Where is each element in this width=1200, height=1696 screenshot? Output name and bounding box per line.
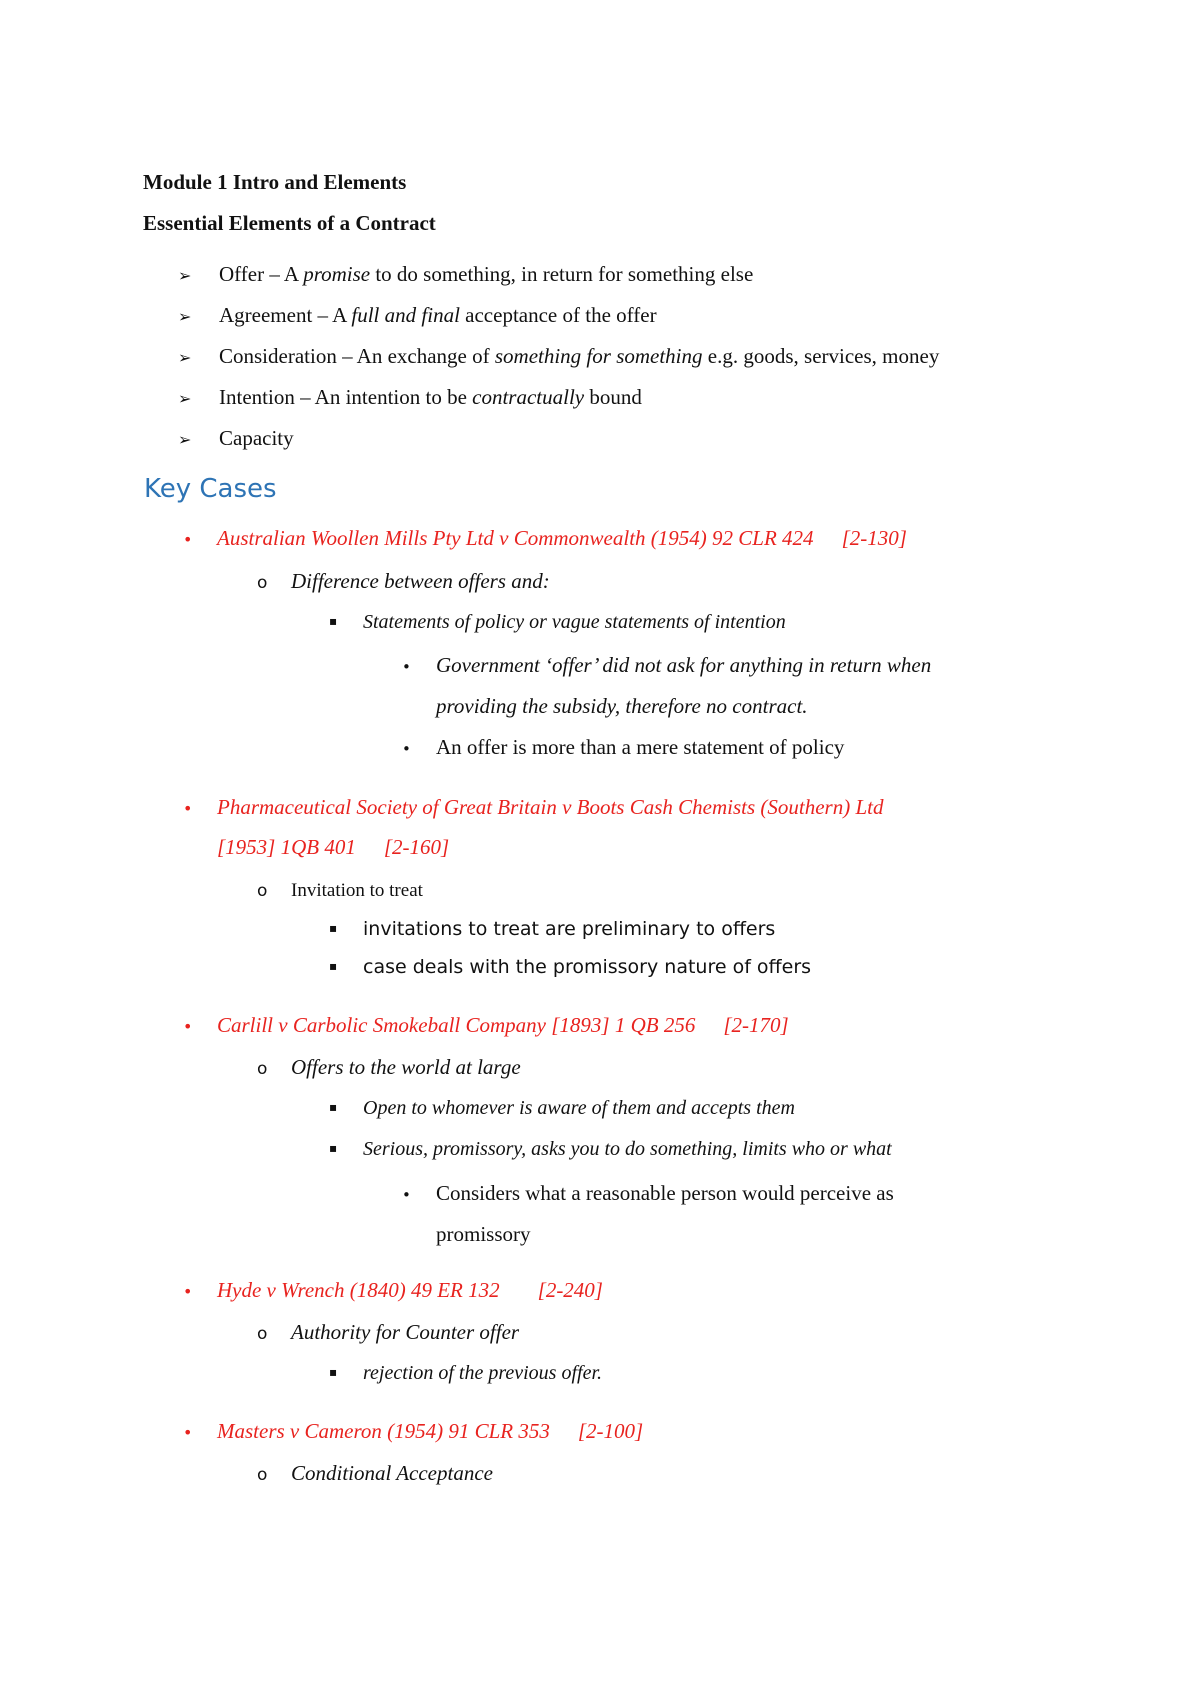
element-consideration-label: Consideration – An exchange of xyxy=(219,344,495,368)
case-title-line1: Pharmaceutical Society of Great Britain v Boots Cash Chemists (Southern) Ltd xyxy=(217,795,884,819)
case-point xyxy=(257,1320,519,1345)
case-subpoint xyxy=(329,1097,795,1120)
case-ref: [2-100] xyxy=(577,1419,644,1443)
case-subpoint xyxy=(329,956,811,978)
case-subpoint-text: Serious, promissory, asks you to do something, limits who or what xyxy=(363,1138,892,1160)
case-subpoint-text: invitations to treat are preliminary to offers xyxy=(363,918,776,940)
element-consideration xyxy=(178,344,939,369)
case-australian-woollen-mills xyxy=(183,526,907,551)
circle-bullet-icon: o xyxy=(257,1059,268,1079)
element-intention xyxy=(178,385,642,410)
case-point xyxy=(257,880,423,902)
circle-bullet-icon: o xyxy=(257,573,268,593)
arrow-bullet-icon: ➢ xyxy=(178,348,192,367)
element-intention-label: Intention – An intention to be xyxy=(219,385,473,409)
case-detail xyxy=(402,1181,894,1206)
case-detail-line2: providing the subsidy, therefore no contract. xyxy=(436,694,808,718)
arrow-bullet-icon: ➢ xyxy=(178,389,192,408)
case-point xyxy=(257,1055,521,1080)
case-title: Australian Woollen Mills Pty Ltd v Commonwealth (1954) 92 CLR 424 xyxy=(217,526,814,550)
square-bullet-icon: ▪ xyxy=(329,959,338,973)
case-point-text: Offers to the world at large xyxy=(291,1055,521,1079)
red-bullet-icon: • xyxy=(183,1282,193,1301)
element-consideration-emph: something for something xyxy=(494,344,703,368)
case-subpoint xyxy=(329,1138,892,1161)
red-bullet-icon: • xyxy=(183,799,193,818)
element-consideration-rest: e.g. goods, services, money xyxy=(702,344,940,368)
case-subpoint-text: Statements of policy or vague statements of intention xyxy=(363,611,786,633)
case-subpoint-text: rejection of the previous offer. xyxy=(363,1362,603,1384)
case-detail-2 xyxy=(402,735,844,760)
case-boots xyxy=(183,795,883,820)
element-agreement-rest: acceptance of the offer xyxy=(459,303,657,327)
case-ref: [2-160] xyxy=(383,835,450,859)
case-subpoint xyxy=(329,918,775,940)
element-agreement-label: Agreement – A xyxy=(219,303,352,327)
square-bullet-icon: ▪ xyxy=(329,921,338,935)
element-offer-emph: promise xyxy=(303,262,371,286)
red-bullet-icon: • xyxy=(183,1423,193,1442)
element-agreement xyxy=(178,303,657,328)
element-agreement-emph: full and final xyxy=(351,303,460,327)
red-bullet-icon: • xyxy=(183,530,193,549)
element-offer-rest: to do something, in return for something else xyxy=(370,262,754,286)
key-cases-heading: Key Cases xyxy=(144,474,277,504)
case-hyde-v-wrench xyxy=(183,1278,603,1303)
small-bullet-icon: • xyxy=(402,740,411,758)
case-ref: [2-130] xyxy=(841,526,907,550)
element-capacity-label: Capacity xyxy=(219,426,294,450)
case-title: Masters v Cameron (1954) 91 CLR 353 xyxy=(217,1419,550,1443)
case-boots-line2 xyxy=(217,835,449,860)
red-bullet-icon: • xyxy=(183,1017,193,1036)
circle-bullet-icon: o xyxy=(257,881,268,901)
case-subpoint-text: case deals with the promissory nature of offers xyxy=(363,956,812,978)
case-title: Carlill v Carbolic Smokeball Company [1893] 1 QB 256 xyxy=(217,1013,696,1037)
module-title: Module 1 Intro and Elements xyxy=(143,170,407,194)
square-bullet-icon: ▪ xyxy=(329,614,338,628)
case-point-text: Invitation to treat xyxy=(291,880,423,901)
case-ref: [2-170] xyxy=(723,1013,789,1037)
square-bullet-icon: ▪ xyxy=(329,1365,338,1379)
square-bullet-icon: ▪ xyxy=(329,1141,338,1155)
element-offer xyxy=(178,262,753,287)
case-title-line2: [1953] 1QB 401 xyxy=(217,835,356,859)
case-subpoint xyxy=(329,611,786,634)
arrow-bullet-icon: ➢ xyxy=(178,430,192,449)
element-intention-rest: bound xyxy=(584,385,642,409)
case-detail-line2: promissory xyxy=(436,1222,531,1246)
case-subpoint xyxy=(329,1362,602,1385)
element-capacity xyxy=(178,426,294,451)
case-carlill xyxy=(183,1013,789,1038)
element-intention-emph: contractually xyxy=(472,385,585,409)
case-subpoint-text: Open to whomever is aware of them and accepts them xyxy=(363,1097,795,1119)
case-point-text: Authority for Counter offer xyxy=(291,1320,520,1344)
small-bullet-icon: • xyxy=(402,1186,411,1204)
case-detail-line1: Government ‘offer’ did not ask for anything in return when xyxy=(436,653,932,677)
case-detail xyxy=(402,653,931,678)
circle-bullet-icon: o xyxy=(257,1324,268,1344)
small-bullet-icon: • xyxy=(402,658,411,676)
case-point-text: Difference between offers and: xyxy=(291,569,550,593)
arrow-bullet-icon: ➢ xyxy=(178,266,192,285)
case-point xyxy=(257,569,550,594)
case-title: Hyde v Wrench (1840) 49 ER 132 xyxy=(217,1278,500,1302)
essential-elements-title: Essential Elements of a Contract xyxy=(143,211,436,235)
case-masters-v-cameron xyxy=(183,1419,643,1444)
case-ref: [2-240] xyxy=(537,1278,603,1302)
case-point-text: Conditional Acceptance xyxy=(291,1461,493,1485)
circle-bullet-icon: o xyxy=(257,1465,268,1485)
case-point xyxy=(257,1461,493,1486)
case-detail-2-text: An offer is more than a mere statement of policy xyxy=(436,735,845,759)
case-detail-line1: Considers what a reasonable person would perceive as xyxy=(436,1181,894,1205)
square-bullet-icon: ▪ xyxy=(329,1100,338,1114)
arrow-bullet-icon: ➢ xyxy=(178,307,192,326)
element-offer-label: Offer – A xyxy=(219,262,304,286)
